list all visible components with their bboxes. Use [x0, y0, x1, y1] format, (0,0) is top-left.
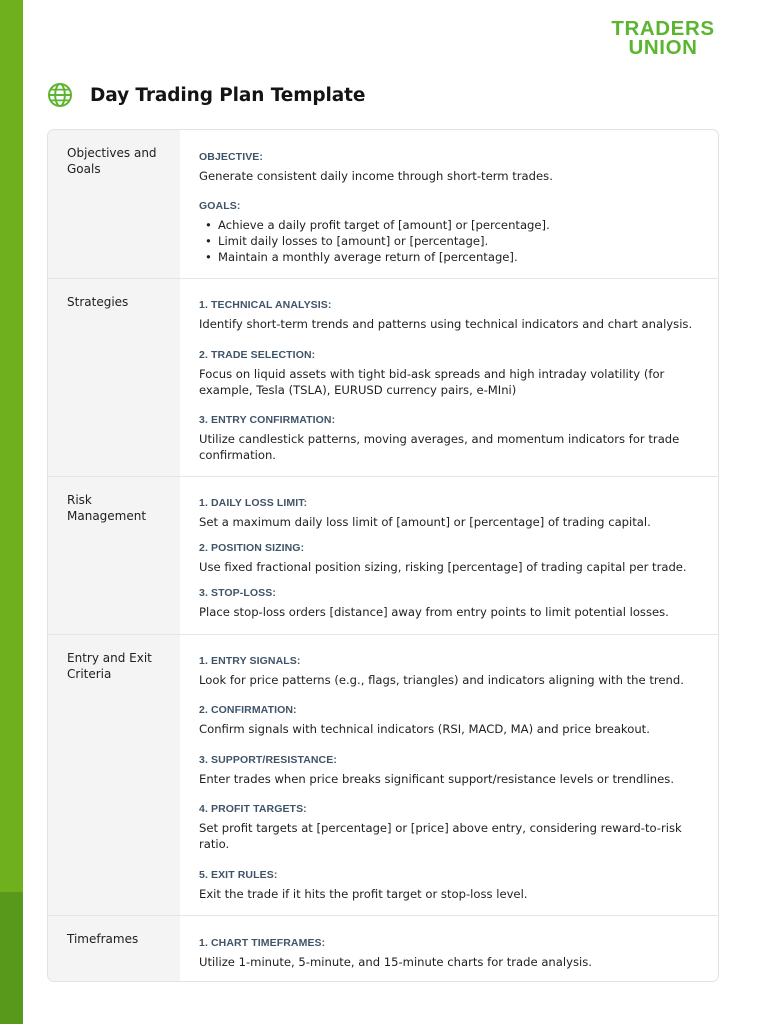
section-label: Risk Management: [48, 477, 180, 634]
section-label: Entry and Exit Criteria: [48, 635, 180, 915]
left-accent-bar-lower: [0, 892, 23, 1024]
item-title: 2. TRADE SELECTION:: [199, 349, 316, 361]
section-entry-exit: [48, 635, 718, 916]
item-text: Exit the trade if it hits the profit target or stop-loss level.: [199, 887, 528, 901]
bullet-icon: •: [205, 218, 212, 232]
section-strategies: [48, 279, 718, 477]
item-title: 2. POSITION SIZING:: [199, 542, 305, 554]
item-title: 3. ENTRY CONFIRMATION:: [199, 414, 336, 426]
strategy-item: [199, 348, 704, 398]
item-title: OBJECTIVE:: [199, 151, 264, 163]
criteria-item: [199, 654, 704, 688]
item-text: Focus on liquid assets with tight bid-ask spreads and high intraday volatility (for example, Tesla (TSLA), EURUSD currency pairs, e-MIni): [199, 367, 665, 397]
risk-item: [199, 496, 704, 530]
criteria-item: [199, 802, 704, 852]
list-item: • Achieve a daily profit target of [amount] or [percentage].: [205, 218, 550, 232]
criteria-item: [199, 703, 704, 737]
item-text: Use fixed fractional position sizing, risking [percentage] of trading capital per trade.: [199, 560, 687, 574]
list-item: • Maintain a monthly average return of [percentage].: [205, 250, 518, 264]
goals-list: [199, 217, 704, 265]
list-item: • Limit daily losses to [amount] or [percentage].: [205, 234, 489, 248]
item-title: 2. CONFIRMATION:: [199, 704, 297, 716]
page-title: Day Trading Plan Template: [90, 84, 366, 106]
item-text: Set profit targets at [percentage] or [price] above entry, considering reward-to-risk ratio.: [199, 821, 682, 851]
left-accent-bar: [0, 0, 23, 1024]
item-text: Utilize candlestick patterns, moving averages, and momentum indicators for trade confirmation.: [199, 432, 680, 462]
item-title: 1. DAILY LOSS LIMIT:: [199, 497, 308, 509]
section-label: Strategies: [48, 279, 180, 476]
item-text: Place stop-loss orders [distance] away from entry points to limit potential losses.: [199, 605, 669, 619]
item-text: Enter trades when price breaks significant support/resistance levels or trendlines.: [199, 772, 675, 786]
item-text: Look for price patterns (e.g., flags, triangles) and indicators aligning with the trend.: [199, 673, 684, 687]
item-text: Identify short-term trends and patterns using technical indicators and chart analysis.: [199, 317, 693, 331]
item-title: 1. ENTRY SIGNALS:: [199, 655, 301, 667]
item-title: 4. PROFIT TARGETS:: [199, 803, 307, 815]
goals-item: [199, 199, 704, 265]
objective-item: [199, 150, 704, 184]
strategy-item: [199, 413, 704, 463]
strategy-item: [199, 298, 704, 332]
item-title: 3. STOP-LOSS:: [199, 587, 276, 599]
logo-line-1: TRADERS: [611, 17, 715, 40]
item-title: 1. CHART TIMEFRAMES:: [199, 937, 326, 949]
item-text: Generate consistent daily income through short-term trades.: [199, 169, 553, 183]
item-title: 5. EXIT RULES:: [199, 869, 278, 881]
criteria-item: [199, 753, 704, 787]
risk-item: [199, 586, 704, 620]
section-label: Timeframes: [48, 916, 180, 982]
globe-icon: [47, 82, 73, 108]
section-risk-management: [48, 477, 718, 635]
bullet-icon: •: [205, 234, 212, 248]
trading-plan-table: [47, 129, 719, 982]
section-timeframes: [48, 916, 718, 982]
item-text: Confirm signals with technical indicators (RSI, MACD, MA) and price breakout.: [199, 722, 650, 736]
section-objectives: [48, 130, 718, 279]
page-header: [47, 82, 365, 108]
traders-union-logo: [603, 19, 723, 57]
timeframe-item: [199, 936, 704, 970]
logo-line-2: UNION: [628, 36, 698, 59]
item-title: 3. SUPPORT/RESISTANCE:: [199, 754, 337, 766]
item-text: Utilize 1-minute, 5-minute, and 15-minute charts for trade analysis.: [199, 955, 592, 969]
item-title: GOALS:: [199, 200, 241, 212]
bullet-icon: •: [205, 250, 212, 264]
risk-item: [199, 541, 704, 575]
section-label: Objectives and Goals: [48, 130, 180, 278]
item-title: 1. TECHNICAL ANALYSIS:: [199, 299, 332, 311]
criteria-item: [199, 868, 704, 902]
item-text: Set a maximum daily loss limit of [amount] or [percentage] of trading capital.: [199, 515, 651, 529]
